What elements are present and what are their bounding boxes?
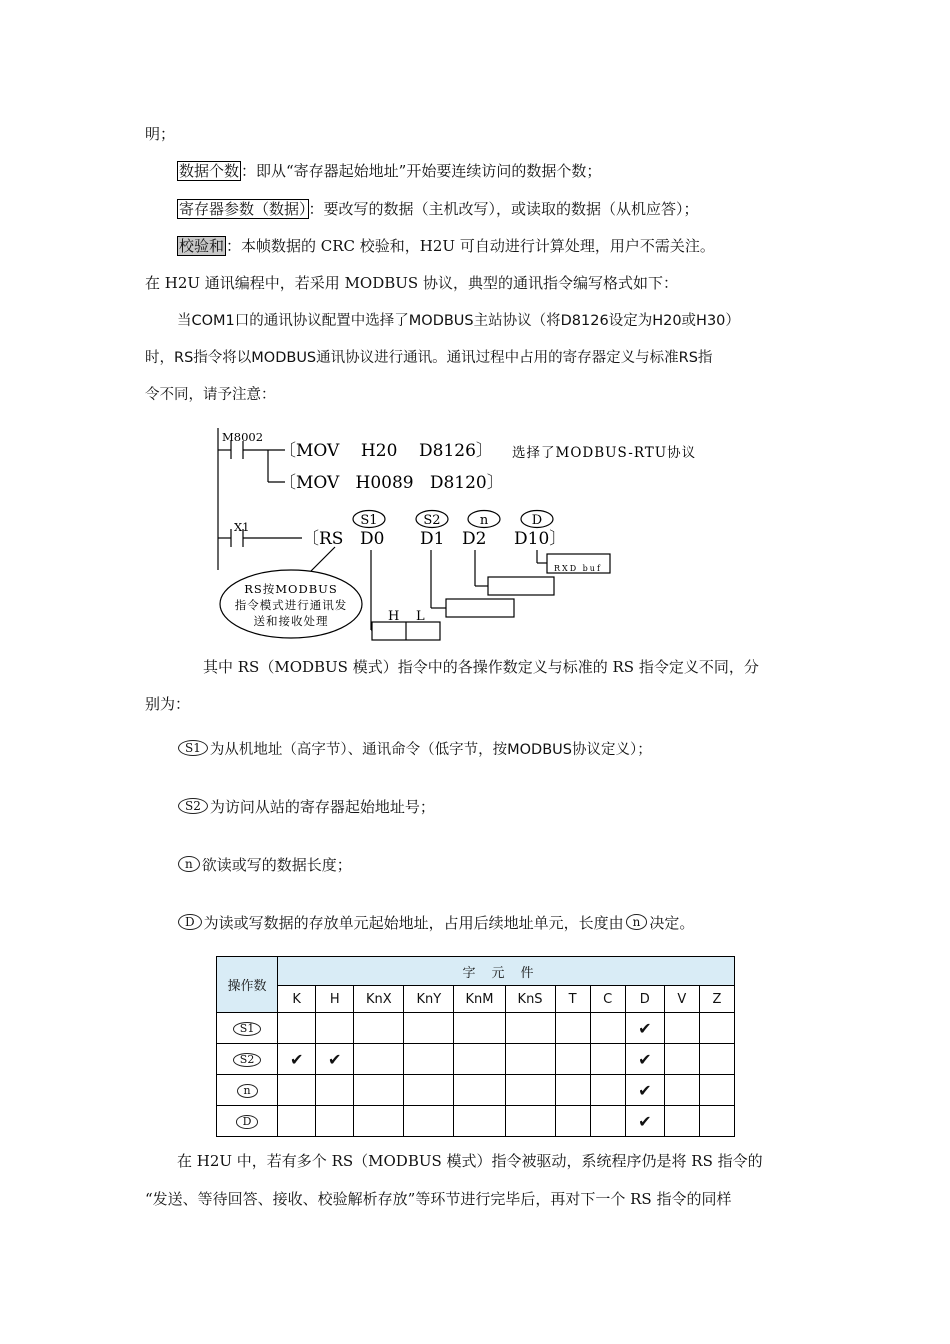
operand-table	[216, 956, 735, 1137]
table-cell	[505, 1013, 555, 1044]
table-row	[217, 1075, 735, 1106]
table-cell	[278, 1075, 316, 1106]
s2-tag: S2	[178, 798, 208, 814]
col-header: KnY	[404, 986, 454, 1013]
table-cell	[454, 1075, 505, 1106]
row-label-cell	[217, 1013, 278, 1044]
table-cell	[316, 1075, 354, 1106]
row-label: n	[237, 1084, 258, 1098]
oval-label-s1: S1	[360, 513, 378, 528]
para2-line2: 别为：	[145, 695, 191, 713]
table-cell	[699, 1106, 734, 1137]
text-line: 明；	[145, 125, 176, 143]
table-cell	[505, 1044, 555, 1075]
table-cell	[404, 1013, 454, 1044]
row-label-cell	[217, 1075, 278, 1106]
table-cell	[664, 1106, 699, 1137]
oval-label-s2: S2	[423, 513, 441, 528]
rs-operand-d0: D0	[360, 529, 385, 549]
table-cell	[555, 1075, 590, 1106]
def-s1-text: 为从机地址（高字节）、通讯命令（低字节，按MODBUS协议定义）；	[209, 742, 652, 758]
col-header: C	[590, 986, 625, 1013]
item-count-term: 数据个数	[179, 162, 240, 180]
table-cell: ✔	[625, 1075, 664, 1106]
col-header: H	[316, 986, 354, 1013]
intro-line: 在 H2U 通讯编程中，若采用 MODBUS 协议，典型的通讯指令编写格式如下：	[145, 274, 678, 292]
rxd-buf-label: RXD buf	[554, 564, 602, 573]
table-cell	[555, 1106, 590, 1137]
table-cell	[505, 1075, 555, 1106]
table-cell	[590, 1044, 625, 1075]
row-label: D	[236, 1115, 259, 1129]
col-header: V	[664, 986, 699, 1013]
table-cell	[454, 1044, 505, 1075]
bubble-line3: 送和接收处理	[253, 614, 329, 628]
operand-header: 操作数	[217, 957, 278, 1013]
rs-operand-d1: D1	[420, 529, 445, 549]
table-cell	[354, 1106, 404, 1137]
col-header: K	[278, 986, 316, 1013]
table-cell	[404, 1044, 454, 1075]
para1-line2: 时，RS指令将以MODBUS通讯协议进行通讯。通讯过程中占用的寄存器定义与标准RS指	[145, 350, 713, 366]
table-row	[217, 1106, 735, 1137]
def-n-text: 欲读或写的数据长度；	[201, 856, 352, 874]
element-header: 字元件	[278, 957, 735, 986]
n-inline-tag: n	[626, 914, 648, 930]
def-s2-text: 为访问从站的寄存器起始地址号；	[209, 798, 435, 816]
def-d-text-b: 决定。	[649, 914, 695, 932]
row-label-cell	[217, 1106, 278, 1137]
table-cell	[354, 1013, 404, 1044]
checksum-term: 校验和	[179, 237, 225, 255]
para3-line1: 在 H2U 中，若有多个 RS（MODBUS 模式）指令被驱动，系统程序仍是将 RS 指令的	[177, 1152, 763, 1170]
table-cell	[590, 1013, 625, 1044]
def-d-line	[178, 913, 694, 933]
rs-operand-d2: D2	[462, 529, 487, 549]
col-header: KnX	[354, 986, 404, 1013]
col-header: T	[555, 986, 590, 1013]
table-cell	[664, 1075, 699, 1106]
oval-label-d: D	[531, 513, 543, 528]
reg-param-term: 寄存器参数（数据）	[179, 200, 307, 218]
s1-tag: S1	[178, 740, 208, 756]
mov1-instruction: 〔MOV H20 D8126〕	[279, 441, 493, 461]
row-label-cell	[217, 1044, 278, 1075]
table-cell: ✔	[625, 1013, 664, 1044]
table-cell	[316, 1013, 354, 1044]
def-s1-line	[178, 739, 652, 760]
table-cell	[278, 1013, 316, 1044]
col-header: KnS	[505, 986, 555, 1013]
table-cell: ✔	[316, 1044, 354, 1075]
row-label: S1	[233, 1022, 262, 1036]
table-cell	[404, 1106, 454, 1137]
bubble-line2: 指令模式进行通讯发	[234, 598, 348, 612]
d-tag: D	[178, 914, 202, 930]
table-cell	[664, 1013, 699, 1044]
table-cell	[505, 1106, 555, 1137]
table-cell	[555, 1044, 590, 1075]
contact-m8002-label: M8002	[222, 430, 264, 444]
table-cell	[278, 1106, 316, 1137]
para2-line1: 其中 RS（MODBUS 模式）指令中的各操作数定义与标准的 RS 指令定义不同，分	[203, 658, 759, 676]
table-cell	[454, 1106, 505, 1137]
def-n-line	[178, 855, 352, 875]
table-cell	[454, 1013, 505, 1044]
oval-label-n: n	[479, 513, 489, 528]
table-cell	[590, 1075, 625, 1106]
table-cell	[555, 1013, 590, 1044]
para3-line2: “发送、等待回答、接收、校验解析存放”等环节进行完毕后，再对下一个 RS 指令的同样	[145, 1190, 732, 1208]
high-byte-label: H	[388, 609, 400, 624]
para1-line3: 令不同，请予注意：	[145, 387, 276, 403]
table-row	[217, 1013, 735, 1044]
mov1-note: 选择了MODBUS-RTU协议	[512, 445, 697, 461]
col-header: D	[625, 986, 664, 1013]
rs-operand-d10: D10〕	[514, 529, 567, 549]
n-tag: n	[178, 856, 200, 872]
column-header-row	[217, 986, 735, 1013]
table-cell	[404, 1075, 454, 1106]
para1-line1: 当COM1口的通讯协议配置中选择了MODBUS主站协议（将D8126设定为H20或H30）	[177, 313, 740, 329]
contact-x1-label: X1	[234, 520, 250, 534]
row-label: S2	[233, 1053, 262, 1067]
table-cell	[699, 1075, 734, 1106]
table-cell	[316, 1106, 354, 1137]
table-cell: ✔	[625, 1106, 664, 1137]
checksum-desc: ：本帧数据的 CRC 校验和，H2U 可自动进行计算处理，用户不需关注。	[226, 237, 715, 255]
item-count-desc: ：即从“寄存器起始地址”开始要连续访问的数据个数；	[241, 162, 602, 180]
table-cell	[590, 1106, 625, 1137]
col-header: Z	[699, 986, 734, 1013]
low-byte-label: L	[416, 609, 425, 624]
table-cell	[354, 1044, 404, 1075]
bubble-line1: RS按MODBUS	[244, 582, 338, 596]
table-cell	[354, 1075, 404, 1106]
table-cell	[664, 1044, 699, 1075]
col-header: KnM	[454, 986, 505, 1013]
table-cell: ✔	[278, 1044, 316, 1075]
mov2-instruction: 〔MOV H0089 D8120〕	[279, 473, 504, 493]
def-s2-line	[178, 797, 435, 817]
def-d-text-a: 为读或写数据的存放单元起始地址，占用后续地址单元，长度由	[203, 914, 624, 932]
table-cell	[699, 1013, 734, 1044]
table-row	[217, 1044, 735, 1075]
table-cell: ✔	[625, 1044, 664, 1075]
rs-instruction: 〔RS	[302, 529, 344, 549]
reg-param-desc: ：要改写的数据（主机改写），或读取的数据（从机应答）；	[308, 200, 699, 218]
table-cell	[699, 1044, 734, 1075]
